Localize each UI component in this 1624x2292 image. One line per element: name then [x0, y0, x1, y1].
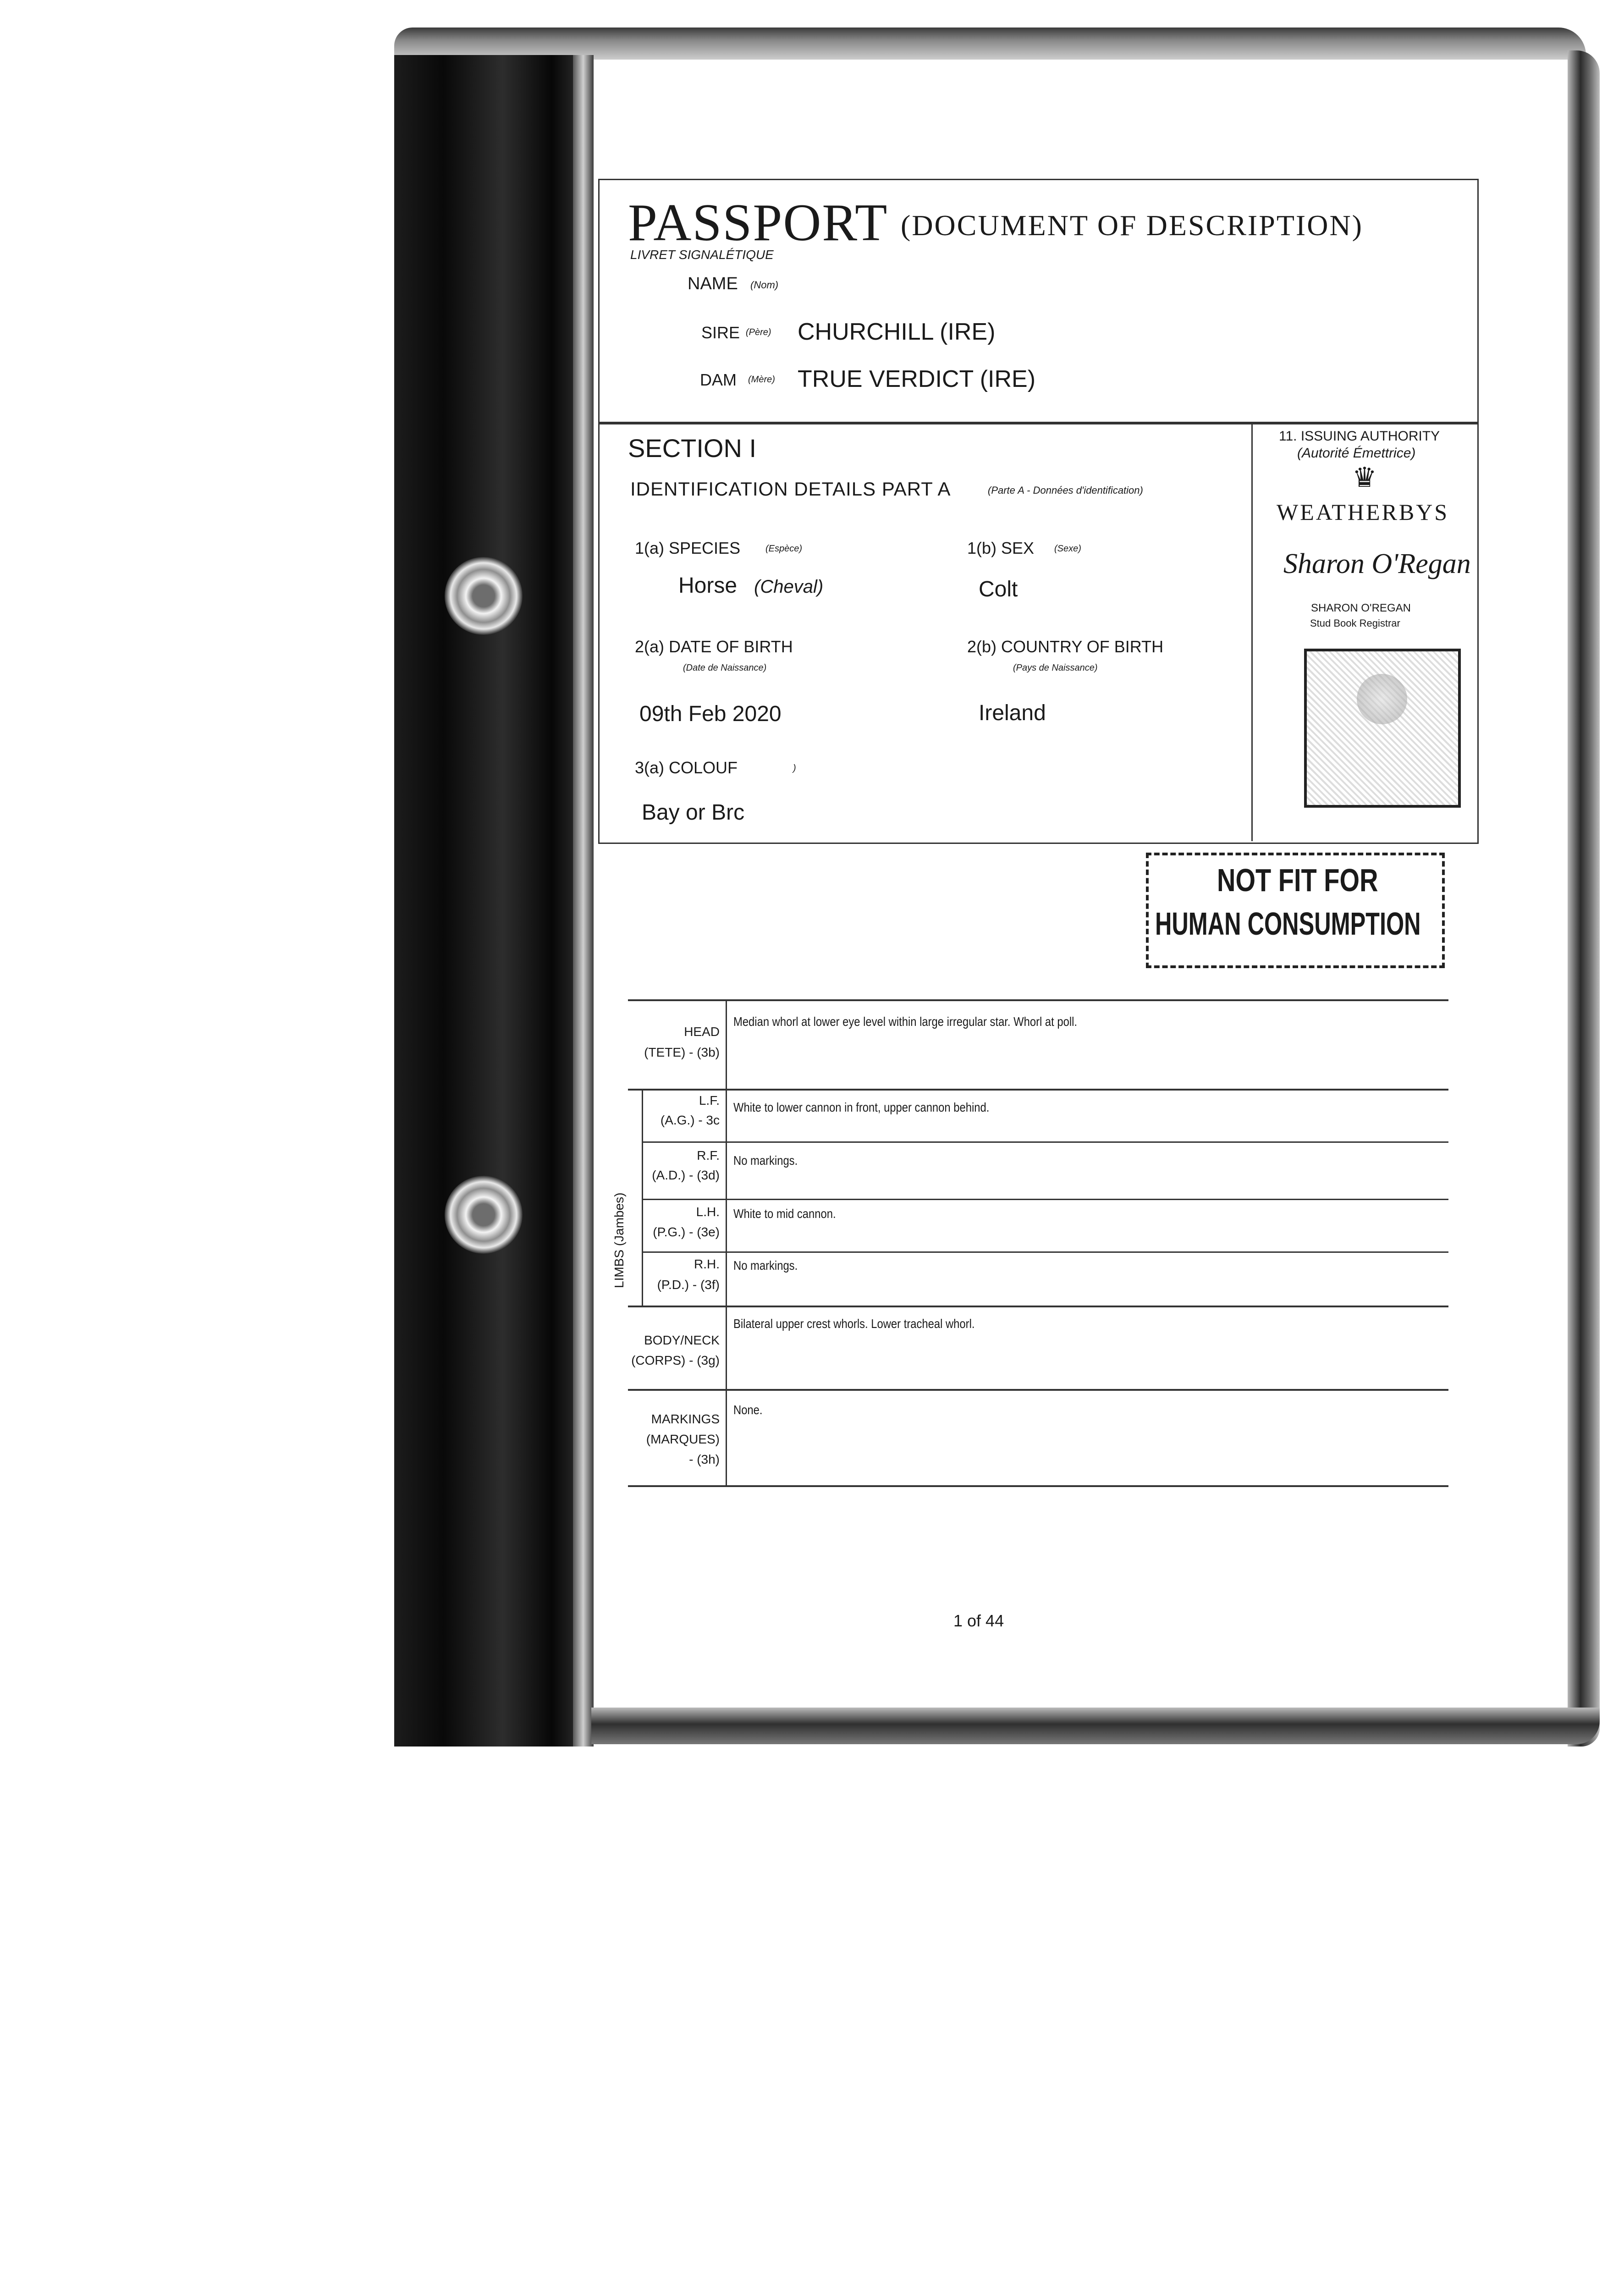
sex-label: 1(b) SEX — [967, 539, 1035, 557]
row-text-rh: No markings. — [733, 1258, 798, 1273]
row-label-lf: L.F. — [699, 1093, 720, 1107]
markings-rule-2 — [642, 1141, 1448, 1143]
row-code-rf: (A.D.) - (3d) — [652, 1168, 720, 1182]
row-text-body-neck: Bilateral upper crest whorls. Lower tracheal whorl. — [733, 1317, 975, 1331]
limbs-column-divider — [642, 1089, 643, 1306]
section-title: SECTION I — [628, 434, 757, 463]
row-text-lf: White to lower cannon in front, upper cannon behind. — [733, 1100, 990, 1114]
issuing-authority-label-fr: (Autorité Émettrice) — [1297, 446, 1416, 461]
binder-bottom-edge — [591, 1708, 1600, 1744]
row-code-markings-cont: - (3h) — [689, 1452, 720, 1466]
binder-spine-edge — [573, 55, 594, 1747]
authority-seal-emblem — [1357, 674, 1407, 724]
row-label-markings: MARKINGS — [651, 1412, 720, 1426]
species-value-fr: (Cheval) — [754, 577, 824, 597]
row-code-rh: (P.D.) - (3f) — [657, 1278, 720, 1292]
colour-label-fr: ) — [793, 763, 796, 773]
registrar-signature: Sharon O'Regan — [1283, 548, 1471, 579]
page-number: 1 of 44 — [953, 1611, 1004, 1630]
royal-crown-icon: ♛ — [1352, 462, 1377, 493]
name-label-fr: (Nom) — [750, 279, 779, 291]
species-label: 1(a) SPECIES — [635, 539, 741, 557]
binder-spine — [394, 55, 591, 1747]
markings-rule-7 — [628, 1485, 1448, 1487]
dob-value: 09th Feb 2020 — [639, 702, 782, 726]
colour-value: Bay or Brc — [642, 800, 745, 825]
dam-label: DAM — [700, 370, 737, 389]
row-text-rf: No markings. — [733, 1153, 798, 1168]
row-text-lh: White to mid cannon. — [733, 1207, 836, 1221]
country-value: Ireland — [979, 701, 1046, 725]
markings-rule-6 — [628, 1389, 1448, 1391]
row-label-body-neck: BODY/NECK — [644, 1333, 720, 1347]
row-code-markings: (MARQUES) — [646, 1432, 720, 1446]
passport-title-subtitle: (DOCUMENT OF DESCRIPTION) — [901, 209, 1363, 242]
limbs-label: LIMBS (Jambes) — [612, 1192, 626, 1288]
markings-rule-5 — [628, 1306, 1448, 1307]
weatherbys-logo: WEATHERBYS — [1277, 499, 1449, 525]
colour-label: 3(a) COLOUF — [635, 758, 738, 777]
row-code-lf: (A.G.) - 3c — [660, 1113, 720, 1127]
sire-label: SIRE — [701, 323, 740, 342]
dam-label-fr: (Mère) — [748, 375, 775, 385]
row-code-body-neck: (CORPS) - (3g) — [631, 1353, 720, 1367]
stamp-line-2: HUMAN CONSUMPTION — [1155, 906, 1421, 942]
issuing-authority-label: 11. ISSUING AUTHORITY — [1279, 429, 1440, 444]
signer-name: SHARON O'REGAN — [1311, 602, 1411, 614]
binder-rivet-top — [445, 557, 523, 635]
section-divider — [1251, 422, 1253, 841]
country-label-fr: (Pays de Naissance) — [1013, 663, 1098, 673]
row-code-lh: (P.G.) - (3e) — [653, 1225, 720, 1239]
row-label-rf: R.F. — [697, 1148, 720, 1163]
binder-right-edge — [1568, 50, 1600, 1747]
markings-rule-0 — [628, 999, 1448, 1001]
signer-title: Stud Book Registrar — [1310, 617, 1400, 629]
species-value: Horse — [678, 573, 738, 598]
dob-label: 2(a) DATE OF BIRTH — [635, 637, 793, 656]
passport-title: PASSPORT — [628, 193, 888, 252]
sire-value: CHURCHILL (IRE) — [798, 319, 996, 345]
row-label-lh: L.H. — [696, 1205, 720, 1219]
section-subtitle: IDENTIFICATION DETAILS PART A — [630, 478, 951, 500]
livret-signaletique: LIVRET SIGNALÉTIQUE — [630, 248, 774, 262]
sex-value: Colt — [979, 577, 1018, 601]
row-label-rh: R.H. — [694, 1257, 720, 1271]
markings-rule-3 — [642, 1199, 1448, 1200]
row-label-head: HEAD — [684, 1025, 720, 1039]
markings-rule-4 — [642, 1251, 1448, 1253]
dob-label-fr: (Date de Naissance) — [683, 663, 767, 673]
sex-label-fr: (Sexe) — [1054, 544, 1081, 554]
name-label: NAME — [688, 274, 738, 293]
species-label-fr: (Espèce) — [765, 544, 803, 554]
row-code-head: (TETE) - (3b) — [644, 1045, 720, 1059]
markings-rule-1 — [628, 1089, 1448, 1091]
authority-seal-square — [1304, 649, 1461, 808]
section-subtitle-fr: (Parte A - Données d'identification) — [988, 485, 1143, 496]
dam-value: TRUE VERDICT (IRE) — [798, 366, 1036, 392]
row-text-head: Median whorl at lower eye level within large irregular star. Whorl at poll. — [733, 1014, 1078, 1029]
sire-label-fr: (Père) — [746, 327, 771, 337]
markings-column-divider — [726, 999, 727, 1485]
stamp-line-1: NOT FIT FOR — [1217, 862, 1378, 898]
binder-rivet-bottom — [445, 1176, 523, 1254]
country-label: 2(b) COUNTRY OF BIRTH — [967, 637, 1164, 656]
row-text-markings: None. — [733, 1403, 763, 1417]
